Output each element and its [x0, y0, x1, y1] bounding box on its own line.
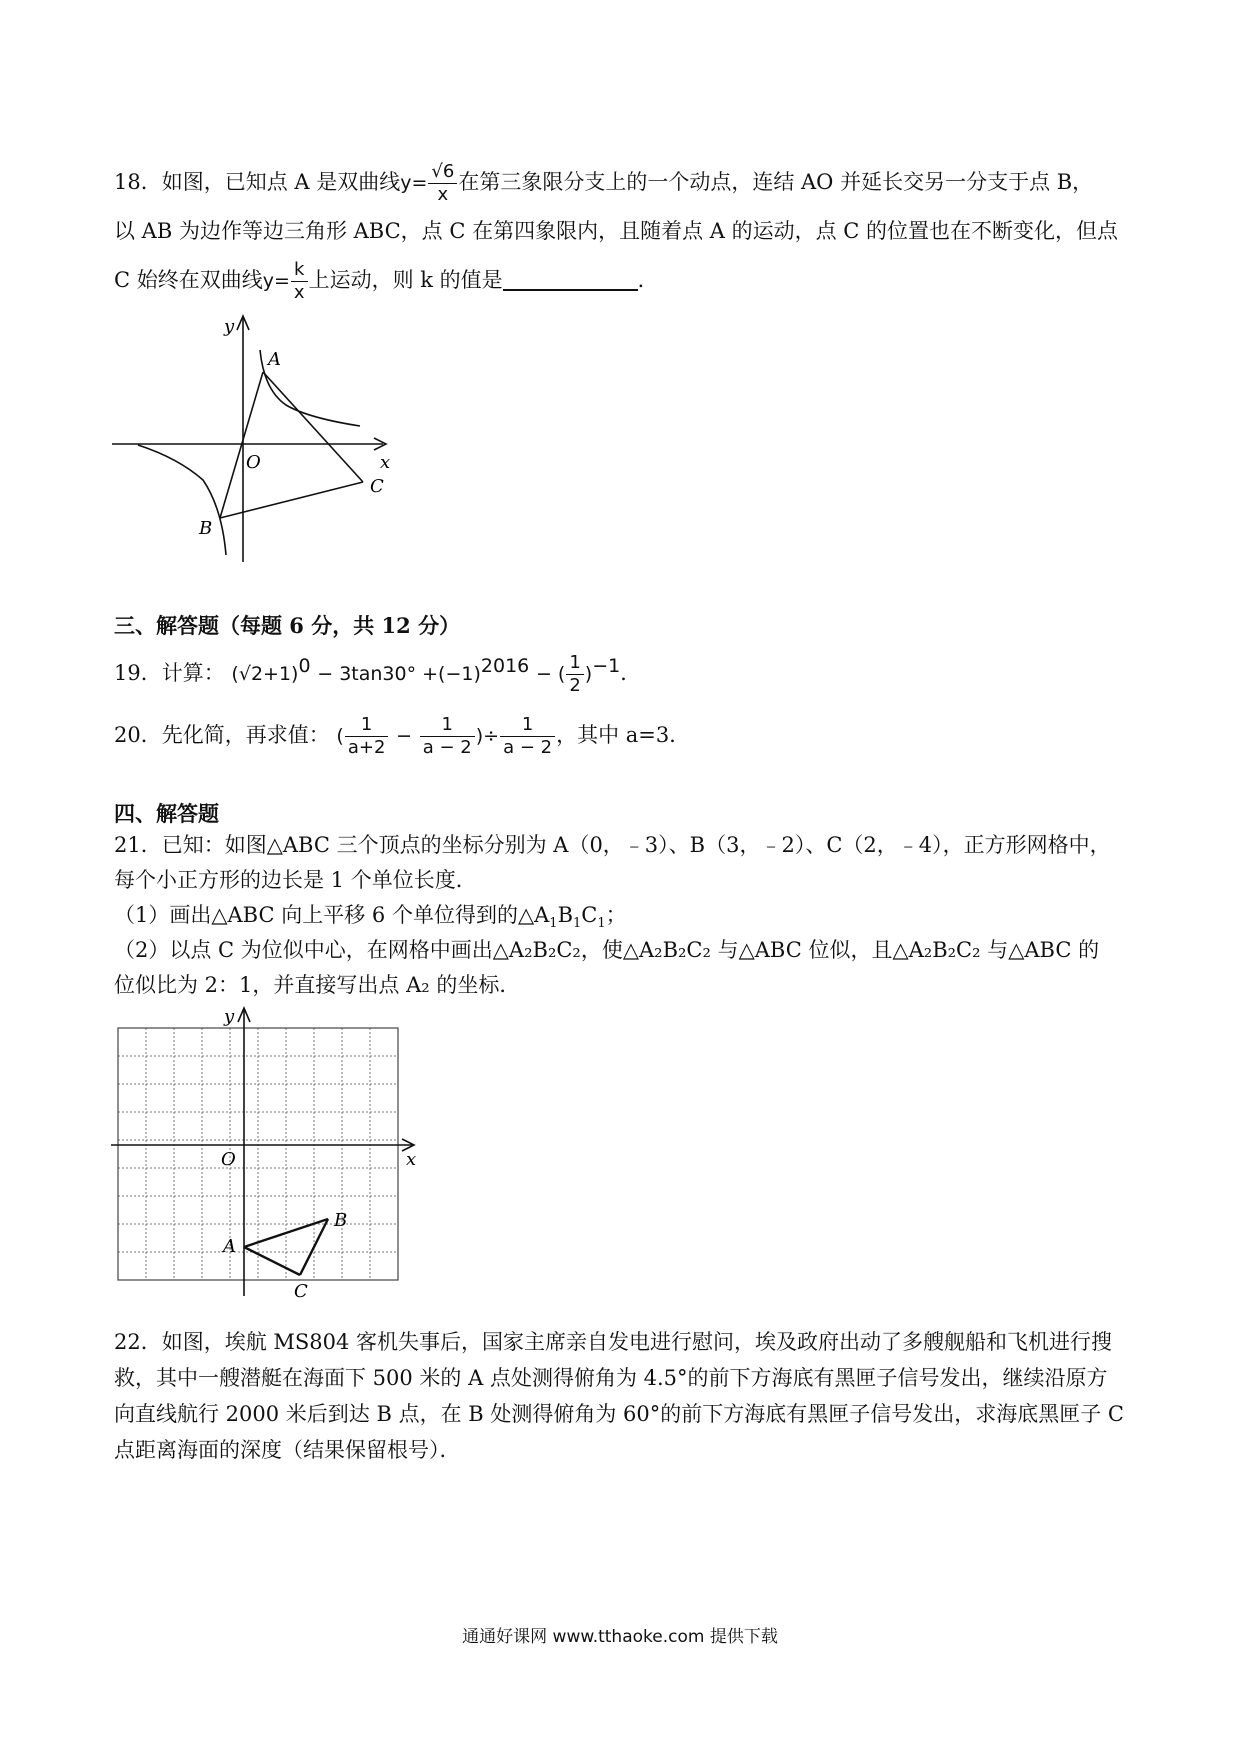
q19-exponent: −1: [592, 655, 621, 677]
fraction-denominator: a − 2: [503, 737, 553, 758]
q20-expr: )÷: [475, 725, 500, 747]
fraction-denominator: a − 2: [422, 737, 472, 758]
q19-exponent: 0: [298, 655, 311, 677]
q19-text: ．: [620, 661, 642, 685]
q21-line-2: 每个小正方形的边长是 1 个单位长度．: [114, 868, 477, 892]
point-A-label: A: [268, 349, 281, 370]
answer-blank: [503, 269, 638, 291]
fraction-denominator: x: [293, 282, 305, 303]
x-axis-label: x: [380, 452, 391, 473]
q18-hyperbola-figure: [108, 310, 408, 575]
point-C-label: C: [294, 1281, 308, 1302]
fraction-numerator: k: [291, 259, 308, 282]
point-A-label: A: [223, 1236, 236, 1257]
q20-line: [114, 714, 690, 759]
q21-text: ；: [605, 903, 627, 927]
q18-formula-lhs: y=: [262, 270, 290, 292]
fraction-numerator: 1: [566, 652, 583, 675]
segment-AB: [220, 372, 263, 518]
q19-text: 19．计算：: [114, 661, 225, 685]
subscript: 1: [573, 916, 582, 932]
origin-label: O: [246, 452, 261, 473]
subscript: 1: [549, 916, 558, 932]
q18-fraction-sqrt6-over-x: [428, 161, 457, 206]
q20-expr: (: [336, 725, 344, 747]
footer-source: 通通好课网 www.tthaoke.com 提供下载: [462, 1627, 778, 1647]
q18-text: 18．如图，已知点 A 是双曲线: [114, 170, 401, 194]
q18-text: 在第三象限分支上的一个动点，连结 AO 并延长交另一分支于点 B，: [458, 170, 1094, 194]
fraction-numerator: 1: [345, 714, 389, 737]
fraction-numerator: 1: [500, 714, 555, 737]
point-B-label: B: [199, 518, 213, 539]
fraction-numerator: √6: [428, 161, 457, 184]
segment-AC: [263, 372, 363, 482]
segment-BC: [220, 482, 363, 518]
q21-line-3: [114, 901, 627, 938]
y-axis-label: y: [224, 1006, 235, 1027]
point-C-label: C: [370, 476, 384, 497]
fraction-denominator: 2: [569, 675, 581, 696]
hyperbola-branch-q3: [138, 445, 226, 555]
q20-expr: −: [396, 725, 413, 747]
q20-fraction-1: [345, 714, 389, 759]
section-3-title: 三、解答题（每题 6 分，共 12 分）: [114, 613, 461, 638]
q19-expr: − (: [535, 663, 566, 685]
q21-text: C: [581, 903, 598, 927]
segment-CA: [244, 1247, 300, 1275]
y-axis-label: y: [224, 316, 235, 337]
q18-line-2: 以 AB 为边作等边三角形 ABC，点 C 在第四象限内，且随着点 A 的运动，点 C 的位置也在不断变化，但点: [114, 219, 1119, 243]
q19-expr: − 3tan30° +(−1): [317, 663, 481, 685]
q20-fraction-2: [420, 714, 475, 759]
q20-fraction-3: [500, 714, 555, 759]
q19-fraction-one-half: [566, 652, 583, 697]
section-4-title: 四、解答题: [114, 801, 219, 826]
fraction-numerator: 1: [420, 714, 475, 737]
q21-line-4: （2）以点 C 为位似中心，在网格中画出△A₂B₂C₂，使△A₂B₂C₂ 与△ABC 位似，且△A₂B₂C₂ 与△ABC 的: [114, 938, 1100, 962]
q20-text: 20．先化简，再求值：: [114, 723, 330, 747]
fraction-denominator: x: [437, 184, 449, 205]
q18-line-1: [114, 161, 1093, 206]
fraction-denominator: a+2: [347, 737, 386, 758]
q21-text: B: [557, 903, 573, 927]
q18-text: 上运动，则 k 的值是: [308, 268, 503, 292]
q19-line: [114, 652, 641, 697]
q21-text: （1）画出△ABC 向上平移 6 个单位得到的△A: [114, 903, 550, 927]
q22-line-2: 救，其中一艘潜艇在海面下 500 米的 A 点处测得俯角为 4.5°的前下方海底有黑匣子信号发出，继续沿原方: [114, 1366, 1108, 1390]
x-axis-label: x: [406, 1149, 417, 1170]
q18-formula-lhs: y=: [400, 172, 428, 194]
q19-exponent: 2016: [480, 655, 530, 677]
q18-fraction-k-over-x: [291, 259, 308, 304]
q22-line-1: 22．如图，埃航 MS804 客机失事后，国家主席亲自发电进行慰问，埃及政府出动了多艘舰船和飞机进行搜: [114, 1330, 1113, 1354]
q18-line-3: [114, 259, 659, 304]
q21-grid-figure: [108, 1000, 428, 1312]
q22-line-4: 点距离海面的深度（结果保留根号）．: [114, 1438, 461, 1462]
q21-line-5: 位似比为 2：1，并直接写出点 A₂ 的坐标．: [114, 973, 521, 997]
q22-line-3: 向直线航行 2000 米后到达 B 点，在 B 处测得俯角为 60°的前下方海底有黑匣子信号发出，求海底黑匣子 C: [114, 1402, 1124, 1426]
q19-expr: (√2+1): [231, 663, 299, 685]
subscript: 1: [597, 916, 606, 932]
q21-line-1: 21．已知：如图△ABC 三个顶点的坐标分别为 A（0，﹣3）、B（3，﹣2）、C（2，﹣4），正方形网格中，: [114, 833, 1111, 857]
q19-expr: ): [584, 663, 593, 685]
q18-text: C 始终在双曲线: [114, 268, 263, 292]
origin-label: O: [221, 1149, 236, 1170]
q20-text: ，其中 a=3．: [556, 723, 691, 747]
q18-text: ．: [637, 268, 659, 292]
point-B-label: B: [334, 1210, 348, 1231]
